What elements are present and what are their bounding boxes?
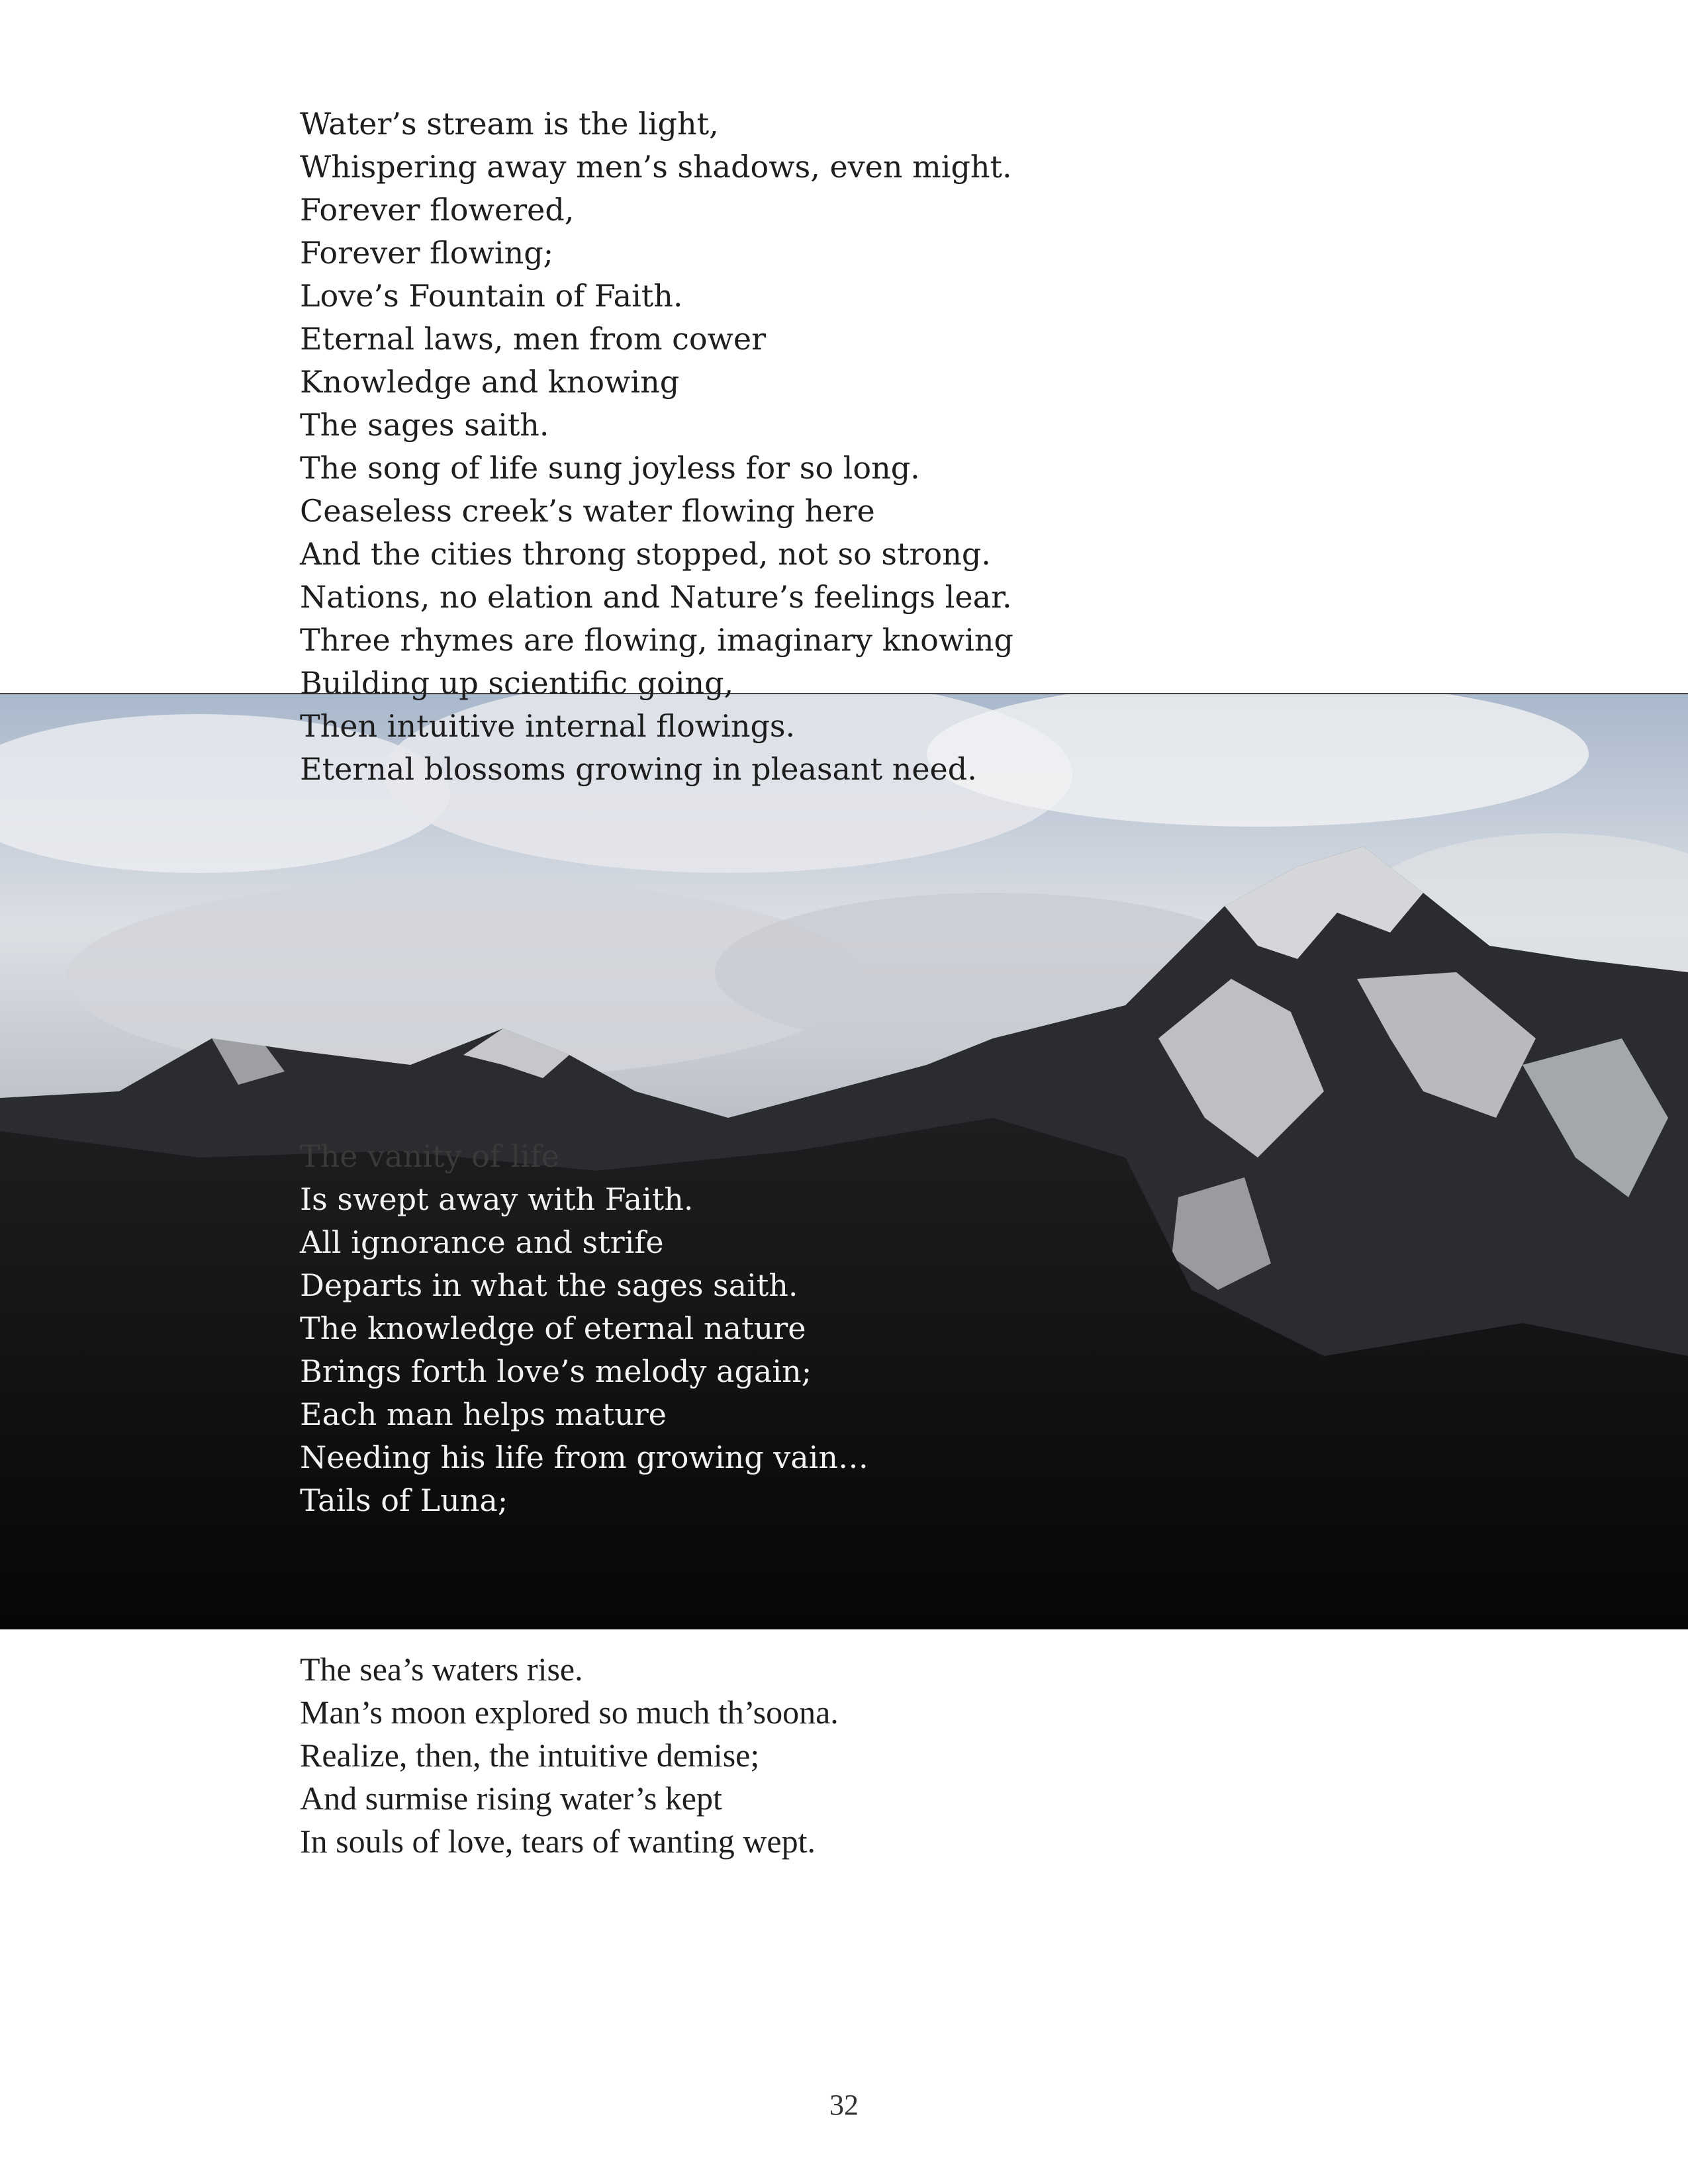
- stanza-1: [300, 103, 1013, 791]
- poem-line: Brings forth love’s melody again;: [300, 1353, 812, 1389]
- poem-line: Is swept away with Faith.: [300, 1181, 694, 1217]
- poem-line: Knowledge and knowing: [300, 364, 680, 400]
- poem-line: Whispering away men’s shadows, even might.: [300, 149, 1012, 185]
- stanza-2: [300, 1135, 868, 1522]
- poem-line: Ceaseless creek’s water flowing here: [300, 493, 875, 529]
- poem-line: In souls of love, tears of wanting wept.: [300, 1823, 816, 1860]
- poem-line: Needing his life from growing vain…: [300, 1439, 869, 1475]
- poem-line: Love’s Fountain of Faith.: [300, 278, 683, 314]
- poem-line: Water’s stream is the light,: [300, 106, 719, 142]
- poem-line: Building up scientific going,: [300, 665, 734, 701]
- poem-line: Departs in what the sages saith.: [300, 1267, 798, 1303]
- poem-line: The song of life sung joyless for so long.: [300, 450, 920, 486]
- poem-line: The knowledge of eternal nature: [300, 1310, 806, 1346]
- poem-line: Tails of Luna;: [300, 1482, 508, 1518]
- poem-line: Nations, no elation and Nature’s feelings lear.: [300, 579, 1012, 615]
- poem-line: Eternal laws, men from cower: [300, 321, 767, 357]
- poem-line: Forever flowered,: [300, 192, 575, 228]
- poem-line: Eternal blossoms growing in pleasant need.: [300, 751, 977, 787]
- poem-line: The sea’s waters rise.: [300, 1651, 583, 1688]
- page-number: 32: [829, 2089, 859, 2121]
- poem-line: The sages saith.: [300, 407, 549, 443]
- poem-line: The vanity of life: [300, 1138, 560, 1174]
- poem-line: Three rhymes are flowing, imaginary knowing: [300, 622, 1013, 658]
- poem-line: And surmise rising water’s kept: [300, 1780, 722, 1817]
- poem-line: All ignorance and strife: [300, 1224, 664, 1260]
- poem-line: Each man helps mature: [300, 1396, 667, 1432]
- stanza-3: [300, 1648, 839, 1863]
- poem-line: Then intuitive internal flowings.: [300, 708, 796, 744]
- poem-line: Man’s moon explored so much th’soona.: [300, 1694, 839, 1731]
- poem-line: Forever flowing;: [300, 235, 554, 271]
- poem-line: And the cities throng stopped, not so strong.: [300, 536, 991, 572]
- poem-line: Realize, then, the intuitive demise;: [300, 1737, 760, 1774]
